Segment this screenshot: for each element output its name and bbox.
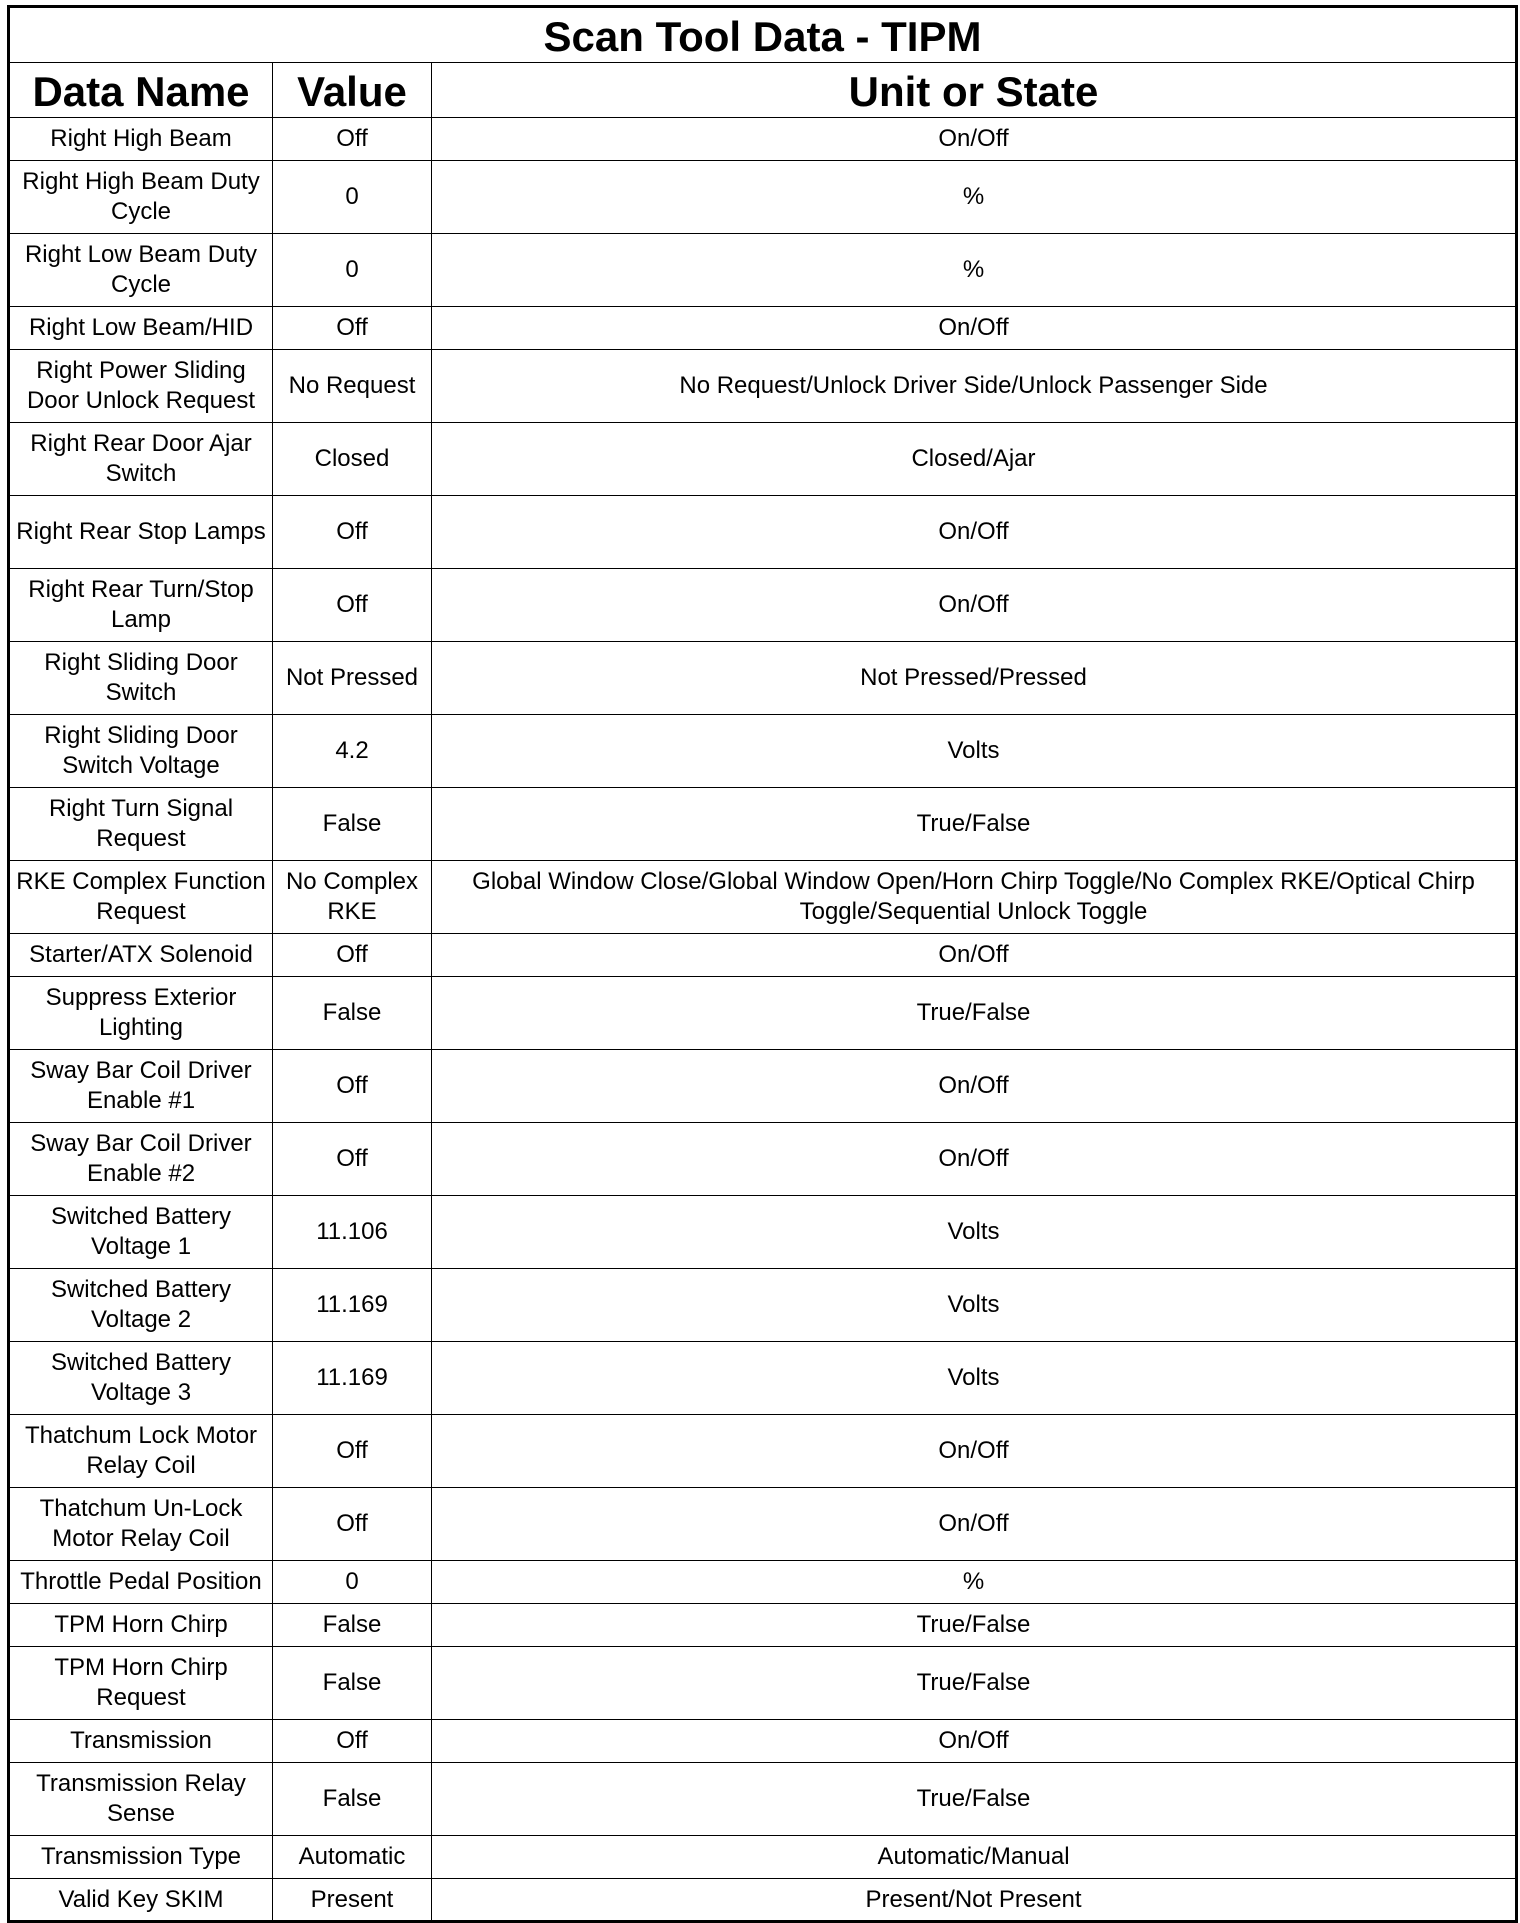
table-row xyxy=(9,1123,1517,1196)
table-body xyxy=(9,118,1517,1922)
unit-or-state-cell: Volts xyxy=(432,1269,1517,1342)
data-name-cell: Right Sliding Door Switch Voltage xyxy=(9,715,273,788)
unit-or-state-cell: On/Off xyxy=(432,934,1517,977)
unit-or-state-cell: Volts xyxy=(432,1342,1517,1415)
unit-or-state-cell: Closed/Ajar xyxy=(432,423,1517,496)
value-cell: Off xyxy=(273,1050,432,1123)
value-cell: Off xyxy=(273,1720,432,1763)
value-cell: Off xyxy=(273,934,432,977)
data-name-cell: Transmission Relay Sense xyxy=(9,1763,273,1836)
table-row xyxy=(9,1561,1517,1604)
table-row xyxy=(9,1488,1517,1561)
value-cell: Present xyxy=(273,1879,432,1922)
unit-or-state-cell: True/False xyxy=(432,788,1517,861)
data-name-cell: Switched Battery Voltage 2 xyxy=(9,1269,273,1342)
data-name-cell: Right Low Beam Duty Cycle xyxy=(9,234,273,307)
title-row xyxy=(9,7,1517,63)
table-row xyxy=(9,569,1517,642)
data-name-cell: TPM Horn Chirp Request xyxy=(9,1647,273,1720)
data-name-cell: Right Rear Door Ajar Switch xyxy=(9,423,273,496)
data-name-cell: Transmission xyxy=(9,1720,273,1763)
table-row xyxy=(9,161,1517,234)
unit-or-state-cell: No Request/Unlock Driver Side/Unlock Passenger Side xyxy=(432,350,1517,423)
value-cell: Not Pressed xyxy=(273,642,432,715)
data-name-cell: Right High Beam xyxy=(9,118,273,161)
unit-or-state-cell: Global Window Close/Global Window Open/Horn Chirp Toggle/No Complex RKE/Optical Chirp Toggle/Sequential Unlock Toggle xyxy=(432,861,1517,934)
unit-or-state-cell: True/False xyxy=(432,1763,1517,1836)
data-name-cell: Switched Battery Voltage 1 xyxy=(9,1196,273,1269)
value-cell: Off xyxy=(273,496,432,569)
table-row xyxy=(9,1196,1517,1269)
table-title: Scan Tool Data - TIPM xyxy=(9,7,1517,63)
unit-or-state-cell: Volts xyxy=(432,1196,1517,1269)
value-cell: No Complex RKE xyxy=(273,861,432,934)
data-name-cell: Valid Key SKIM xyxy=(9,1879,273,1922)
value-cell: 4.2 xyxy=(273,715,432,788)
table-row xyxy=(9,642,1517,715)
unit-or-state-cell: On/Off xyxy=(432,1123,1517,1196)
data-name-cell: RKE Complex Function Request xyxy=(9,861,273,934)
value-cell: Off xyxy=(273,1488,432,1561)
scan-tool-data-table xyxy=(7,5,1518,1923)
unit-or-state-cell: On/Off xyxy=(432,1415,1517,1488)
value-cell: 11.169 xyxy=(273,1342,432,1415)
data-name-cell: Thatchum Un-Lock Motor Relay Coil xyxy=(9,1488,273,1561)
unit-or-state-cell: On/Off xyxy=(432,1720,1517,1763)
table-row xyxy=(9,118,1517,161)
unit-or-state-cell: On/Off xyxy=(432,1050,1517,1123)
column-header-value: Value xyxy=(273,63,432,118)
table-row xyxy=(9,1050,1517,1123)
unit-or-state-cell: On/Off xyxy=(432,1488,1517,1561)
value-cell: False xyxy=(273,977,432,1050)
value-cell: 11.106 xyxy=(273,1196,432,1269)
unit-or-state-cell: % xyxy=(432,161,1517,234)
table-row xyxy=(9,977,1517,1050)
table-row xyxy=(9,1647,1517,1720)
data-name-cell: Switched Battery Voltage 3 xyxy=(9,1342,273,1415)
data-name-cell: Right High Beam Duty Cycle xyxy=(9,161,273,234)
table-row xyxy=(9,715,1517,788)
table-row xyxy=(9,307,1517,350)
table-row xyxy=(9,496,1517,569)
value-cell: 11.169 xyxy=(273,1269,432,1342)
data-name-cell: Throttle Pedal Position xyxy=(9,1561,273,1604)
value-cell: 0 xyxy=(273,161,432,234)
data-name-cell: Right Rear Stop Lamps xyxy=(9,496,273,569)
data-name-cell: Transmission Type xyxy=(9,1836,273,1879)
data-name-cell: Sway Bar Coil Driver Enable #2 xyxy=(9,1123,273,1196)
value-cell: Closed xyxy=(273,423,432,496)
data-name-cell: Sway Bar Coil Driver Enable #1 xyxy=(9,1050,273,1123)
value-cell: False xyxy=(273,1647,432,1720)
unit-or-state-cell: On/Off xyxy=(432,496,1517,569)
value-cell: 0 xyxy=(273,234,432,307)
value-cell: False xyxy=(273,1604,432,1647)
value-cell: Off xyxy=(273,1415,432,1488)
unit-or-state-cell: True/False xyxy=(432,1647,1517,1720)
table-row xyxy=(9,1415,1517,1488)
data-name-cell: Suppress Exterior Lighting xyxy=(9,977,273,1050)
unit-or-state-cell: True/False xyxy=(432,1604,1517,1647)
data-name-cell: Starter/ATX Solenoid xyxy=(9,934,273,977)
data-name-cell: TPM Horn Chirp xyxy=(9,1604,273,1647)
value-cell: Automatic xyxy=(273,1836,432,1879)
unit-or-state-cell: On/Off xyxy=(432,118,1517,161)
table-row xyxy=(9,1269,1517,1342)
value-cell: False xyxy=(273,1763,432,1836)
value-cell: Off xyxy=(273,1123,432,1196)
table-row xyxy=(9,1342,1517,1415)
unit-or-state-cell: On/Off xyxy=(432,569,1517,642)
data-name-cell: Thatchum Lock Motor Relay Coil xyxy=(9,1415,273,1488)
data-name-cell: Right Power Sliding Door Unlock Request xyxy=(9,350,273,423)
value-cell: 0 xyxy=(273,1561,432,1604)
data-name-cell: Right Turn Signal Request xyxy=(9,788,273,861)
data-name-cell: Right Rear Turn/Stop Lamp xyxy=(9,569,273,642)
value-cell: Off xyxy=(273,569,432,642)
table-row xyxy=(9,1836,1517,1879)
table-row xyxy=(9,1879,1517,1922)
value-cell: Off xyxy=(273,118,432,161)
unit-or-state-cell: Not Pressed/Pressed xyxy=(432,642,1517,715)
value-cell: No Request xyxy=(273,350,432,423)
table-row xyxy=(9,1720,1517,1763)
unit-or-state-cell: % xyxy=(432,234,1517,307)
header-row xyxy=(9,63,1517,118)
unit-or-state-cell: On/Off xyxy=(432,307,1517,350)
table-row xyxy=(9,861,1517,934)
value-cell: Off xyxy=(273,307,432,350)
data-name-cell: Right Low Beam/HID xyxy=(9,307,273,350)
unit-or-state-cell: Volts xyxy=(432,715,1517,788)
table-row xyxy=(9,1604,1517,1647)
column-header-data-name: Data Name xyxy=(9,63,273,118)
table-row xyxy=(9,350,1517,423)
unit-or-state-cell: % xyxy=(432,1561,1517,1604)
data-name-cell: Right Sliding Door Switch xyxy=(9,642,273,715)
column-header-unit-or-state: Unit or State xyxy=(432,63,1517,118)
table-row xyxy=(9,934,1517,977)
unit-or-state-cell: True/False xyxy=(432,977,1517,1050)
unit-or-state-cell: Present/Not Present xyxy=(432,1879,1517,1922)
table-row xyxy=(9,1763,1517,1836)
value-cell: False xyxy=(273,788,432,861)
table-row xyxy=(9,234,1517,307)
unit-or-state-cell: Automatic/Manual xyxy=(432,1836,1517,1879)
table-row xyxy=(9,788,1517,861)
table-row xyxy=(9,423,1517,496)
